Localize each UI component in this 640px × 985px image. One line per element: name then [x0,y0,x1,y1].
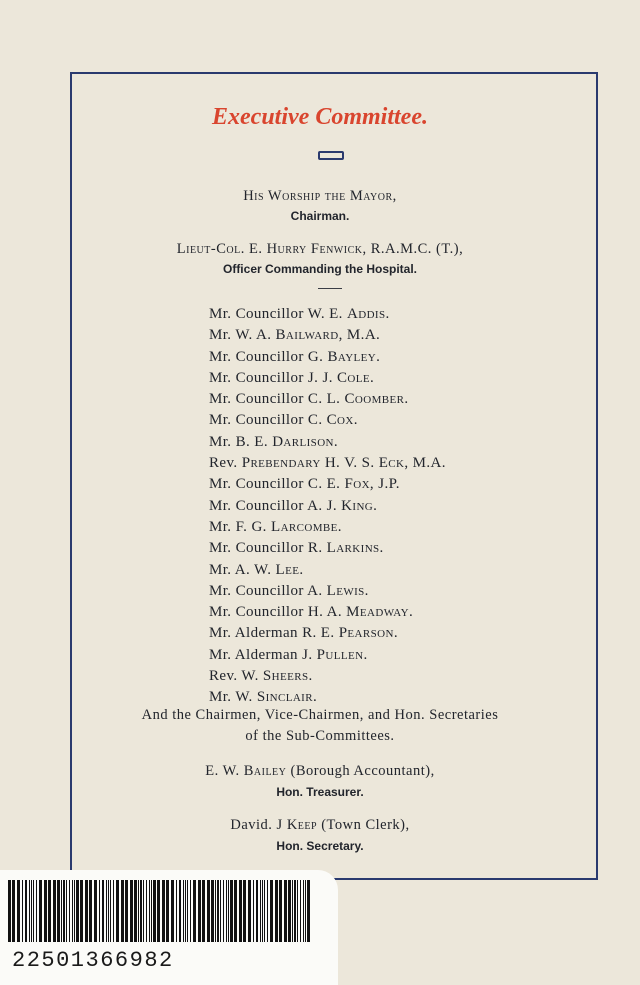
member-surname: Pearson. [338,625,398,642]
member-prefix: Mr. F. G. [209,518,267,535]
treasurer-role: Hon. Treasurer. [276,785,364,799]
member-item [209,668,446,689]
secretary-name [0,817,640,834]
member-surname: Sinclair. [256,689,318,706]
closing-line-2: of the Sub-Committees. [245,728,395,744]
secretary-surname: Keep [286,817,318,833]
member-item [209,412,446,433]
member-prefix: Mr. Alderman R. E. [209,625,335,642]
member-surname: Fox, J.P. [344,476,400,493]
short-rule [318,288,342,289]
member-prefix: Mr. Councillor C. E. [209,476,341,493]
secretary-suffix: (Town Clerk), [317,817,410,833]
member-prefix: Mr. B. E. [209,433,269,450]
member-surname: Darlison. [272,433,339,450]
member-list [209,306,446,711]
member-surname: Larkins. [326,540,384,557]
member-prefix: Mr. Councillor H. A. [209,604,343,621]
member-item [209,306,446,327]
member-prefix: Mr. Councillor A. J. [209,497,338,514]
member-prefix: Mr. A. W. [209,561,272,578]
member-surname: Addis. [347,306,390,322]
closing-line-1: And the Chairmen, Vice-Chairmen, and Hon. Secretaries [141,707,499,723]
member-prefix: Mr. Councillor R. [209,540,323,557]
member-surname: Bayley. [327,348,381,365]
barcode-number: 22501366982 [12,948,174,973]
member-prefix: Mr. Councillor G. [209,348,324,365]
member-item [209,391,446,412]
member-surname: King. [341,497,378,514]
member-surname: Prebendary H. V. S. Eck, M.A. [241,455,446,472]
member-item [209,647,446,668]
officer-name: Lieut-Col. E. Hurry Fenwick, R.A.M.C. (T.), [176,241,464,257]
member-item [209,604,446,625]
member-item [209,476,446,497]
chairman-name: His Worship the Mayor, [243,188,397,204]
member-surname: Lewis. [326,582,369,599]
member-item [209,434,446,455]
member-surname: Pullen. [316,646,368,663]
member-item [209,498,446,519]
officer-role: Officer Commanding the Hospital. [222,262,417,276]
barcode-label [0,870,338,985]
member-item [209,455,446,476]
page-title: Executive Committee. [212,104,428,130]
member-surname: Coomber. [344,391,409,408]
chairman-role: Chairman. [290,209,350,223]
member-item [209,327,446,348]
member-prefix: Rev. W. [209,668,259,685]
secretary-prefix: David. J [230,817,283,833]
member-prefix: Mr. Alderman J. [209,646,313,663]
member-item [209,583,446,604]
member-prefix: Rev. [209,455,238,472]
member-surname: Cox. [326,412,358,429]
treasurer-surname: Bailey [243,763,287,779]
ornament-divider [318,151,344,160]
treasurer-prefix: E. W. [205,763,240,779]
member-surname: Larcombe. [271,518,342,535]
member-item [209,562,446,583]
member-prefix: Mr. W. [209,689,253,706]
member-surname: Lee. [275,561,304,578]
member-surname: Cole. [337,369,375,386]
member-surname: Meadway. [346,604,414,621]
member-item [209,540,446,561]
treasurer-suffix: (Borough Accountant), [286,763,435,779]
member-prefix: Mr. Councillor C. L. [209,391,341,408]
member-prefix: Mr. Councillor C. [209,412,323,429]
member-surname: Bailward, M.A. [275,327,381,344]
member-surname: Sheers. [262,668,313,685]
secretary-role: Hon. Secretary. [276,839,364,853]
treasurer-name [0,763,640,780]
member-prefix: Mr. Councillor A. [209,582,323,599]
member-item [209,625,446,646]
member-item [209,370,446,391]
member-prefix: Mr. W. A. [209,327,272,344]
member-prefix: Mr. Councillor W. E. [209,306,343,322]
member-prefix: Mr. Councillor J. J. [209,369,333,386]
member-item [209,519,446,540]
member-item [209,349,446,370]
barcode-icon [6,880,316,942]
